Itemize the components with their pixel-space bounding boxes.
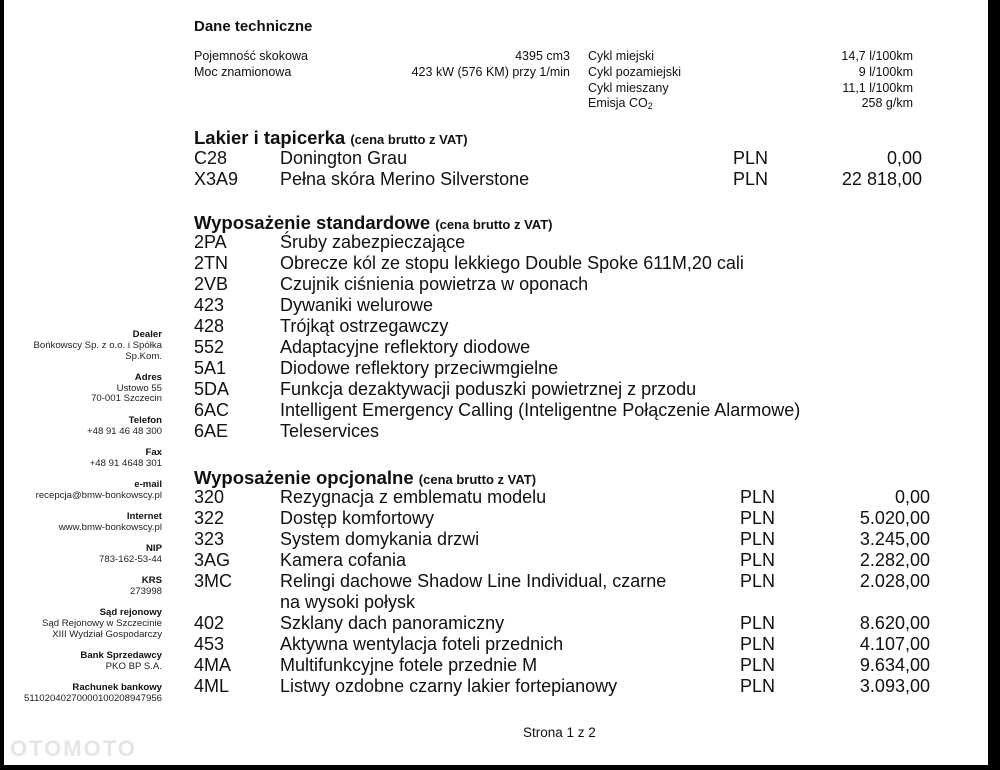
account-block bbox=[20, 683, 162, 705]
item-desc: Listwy ozdobne czarny lakier fortepianowy bbox=[280, 676, 618, 696]
item-code: 3MC bbox=[194, 571, 233, 591]
item-desc: Dywaniki welurowe bbox=[280, 295, 434, 315]
court-line: Sąd Rejonowy w Szczecinie bbox=[42, 618, 162, 630]
address-block bbox=[20, 373, 162, 405]
tech-label: Cykl pozamiejski bbox=[588, 64, 682, 79]
bank-label: Bank Sprzedawcy bbox=[80, 650, 162, 662]
list-item bbox=[194, 295, 814, 316]
item-code: C28 bbox=[194, 148, 228, 168]
phone-value: +48 91 46 48 300 bbox=[87, 425, 162, 437]
nip-block bbox=[20, 544, 162, 566]
nip-value: 783-162-53-44 bbox=[99, 553, 162, 565]
list-item bbox=[194, 316, 814, 337]
item-code: 320 bbox=[194, 487, 225, 507]
tech-title: Dane techniczne bbox=[194, 18, 313, 35]
item-code: 6AE bbox=[194, 421, 229, 441]
item-code: X3A9 bbox=[194, 169, 239, 189]
list-item bbox=[194, 253, 814, 274]
item-desc: Szklany dach panoramiczny bbox=[280, 613, 505, 633]
item-desc: System domykania drzwi bbox=[280, 529, 480, 549]
item-currency: PLN bbox=[740, 529, 776, 549]
dealer-value: Bońkowscy Sp. z o.o. i Spółka Sp.Kom. bbox=[33, 339, 162, 362]
scan-border-right bbox=[988, 0, 1000, 770]
list-item bbox=[194, 379, 814, 400]
item-desc: Relingi dachowe Shadow Line Individual, czarne na wysoki połysk bbox=[280, 571, 667, 612]
section-title-text: Lakier i tapicerka bbox=[194, 127, 346, 148]
list-item bbox=[194, 274, 814, 295]
item-desc: Kamera cofania bbox=[280, 550, 407, 570]
item-code: 428 bbox=[194, 316, 225, 336]
dealer-block bbox=[20, 330, 162, 362]
section-note: (cena brutto z VAT) bbox=[435, 217, 553, 232]
item-currency: PLN bbox=[740, 613, 776, 633]
tech-value: 9 l/100km bbox=[858, 64, 913, 79]
section-note: (cena brutto z VAT) bbox=[418, 472, 537, 487]
co2-subscript: 2 bbox=[647, 101, 653, 112]
section-title-text: Wyposażenie standardowe bbox=[194, 212, 431, 233]
tech-row bbox=[588, 81, 913, 97]
item-code: 2PA bbox=[194, 232, 227, 252]
email-value: recepcja@bmw-bonkowscy.pl bbox=[35, 489, 162, 501]
page-number: Strona 1 z 2 bbox=[523, 725, 596, 740]
item-price: 0,00 bbox=[886, 148, 922, 168]
item-code: 322 bbox=[194, 508, 225, 528]
court-line: XIII Wydział Gospodarczy bbox=[52, 628, 162, 640]
section-note: (cena brutto z VAT) bbox=[350, 132, 468, 147]
item-currency: PLN bbox=[740, 508, 776, 528]
item-code: 3AG bbox=[194, 550, 231, 570]
item-currency: PLN bbox=[740, 571, 776, 591]
tech-specs-left bbox=[194, 49, 570, 81]
court-label: Sąd rejonowy bbox=[99, 607, 162, 619]
address-line: 70-001 Szczecin bbox=[91, 393, 162, 405]
tech-row bbox=[194, 49, 570, 65]
item-desc: Obrecze kól ze stopu lekkiego Double Spoke 611M,20 cali bbox=[280, 253, 744, 273]
paint-section-title bbox=[194, 127, 468, 149]
fax-block bbox=[20, 448, 162, 470]
tech-value: 14,7 l/100km bbox=[841, 49, 913, 63]
item-price: 22 818,00 bbox=[841, 169, 922, 189]
item-currency: PLN bbox=[740, 676, 776, 696]
scan-border-bottom bbox=[0, 765, 1000, 770]
item-code: 2VB bbox=[194, 274, 229, 294]
tech-row bbox=[194, 65, 570, 81]
email-block bbox=[20, 480, 162, 502]
item-code: 552 bbox=[194, 337, 225, 357]
watermark: OTOMOTO bbox=[10, 736, 137, 761]
item-currency: PLN bbox=[733, 169, 769, 189]
item-code: 5DA bbox=[194, 379, 230, 399]
dealer-info bbox=[20, 330, 162, 715]
tech-row bbox=[588, 96, 913, 112]
tech-specs-right bbox=[588, 49, 913, 112]
item-desc: Adaptacyjne reflektory diodowe bbox=[280, 337, 531, 357]
item-price: 2.282,00 bbox=[859, 550, 930, 570]
item-price: 2.028,00 bbox=[859, 571, 930, 591]
item-code: 423 bbox=[194, 295, 225, 315]
bank-value: PKO BP S.A. bbox=[105, 661, 162, 673]
fax-value: +48 91 4648 301 bbox=[89, 457, 162, 469]
item-price: 4.107,00 bbox=[859, 634, 930, 654]
krs-value: 273998 bbox=[129, 586, 162, 598]
krs-label: KRS bbox=[141, 575, 162, 587]
internet-block bbox=[20, 512, 162, 534]
item-code: 453 bbox=[194, 634, 225, 654]
item-currency: PLN bbox=[740, 550, 776, 570]
item-desc: Dostęp komfortowy bbox=[280, 508, 435, 528]
scan-border-left bbox=[0, 0, 4, 770]
standard-list bbox=[194, 232, 814, 442]
item-price: 9.634,00 bbox=[859, 655, 930, 675]
email-label: e-mail bbox=[134, 478, 162, 490]
item-desc: Aktywna wentylacja foteli przednich bbox=[280, 634, 564, 654]
item-desc: Diodowe reflektory przeciwmgielne bbox=[280, 358, 559, 378]
standard-section-title bbox=[194, 212, 553, 234]
phone-label: Telefon bbox=[128, 414, 162, 426]
dealer-label: Dealer bbox=[132, 329, 162, 340]
item-code: 5A1 bbox=[194, 358, 227, 378]
item-desc: Rezygnacja z emblematu modelu bbox=[280, 487, 547, 507]
item-currency: PLN bbox=[740, 634, 776, 654]
tech-value: 423 kW (576 KM) przy 1/min bbox=[411, 64, 570, 79]
address-label: Adres bbox=[134, 371, 162, 383]
tech-row bbox=[588, 65, 913, 81]
item-price: 3.245,00 bbox=[859, 529, 930, 549]
fax-label: Fax bbox=[145, 446, 162, 458]
item-price: 0,00 bbox=[894, 487, 930, 507]
section-title-text: Wyposażenie opcjonalne bbox=[194, 467, 414, 488]
optional-section-title bbox=[194, 467, 536, 489]
tech-label: Cykl miejski bbox=[588, 49, 654, 63]
tech-row bbox=[588, 49, 913, 65]
item-price: 8.620,00 bbox=[859, 613, 930, 633]
item-currency: PLN bbox=[740, 487, 776, 507]
item-desc: Śruby zabezpieczające bbox=[280, 232, 466, 252]
item-price: 5.020,00 bbox=[859, 508, 930, 528]
item-code: 402 bbox=[194, 613, 225, 633]
address-line: Ustowo 55 bbox=[116, 382, 162, 394]
item-desc: Multifunkcyjne fotele przednie M bbox=[280, 655, 538, 675]
list-item bbox=[194, 421, 814, 442]
tech-value: 258 g/km bbox=[861, 96, 913, 111]
item-currency: PLN bbox=[733, 148, 769, 168]
list-item bbox=[194, 232, 814, 253]
item-price: 3.093,00 bbox=[859, 676, 930, 696]
item-desc: Czujnik ciśnienia powietrza w oponach bbox=[280, 274, 589, 294]
account-value: 51102040270000100208947956 bbox=[23, 693, 162, 705]
item-desc: Pełna skóra Merino Silverstone bbox=[280, 169, 530, 189]
internet-label: Internet bbox=[126, 511, 162, 523]
item-code: 4ML bbox=[194, 676, 230, 696]
tech-label: Pojemność skokowa bbox=[194, 49, 308, 63]
item-desc: Intelligent Emergency Calling (Inteligentne Połączenie Alarmowe) bbox=[280, 400, 801, 420]
item-desc: Funkcja dezaktywacji poduszki powietrznej z przodu bbox=[280, 379, 697, 399]
tech-label: Moc znamionowa bbox=[194, 64, 292, 79]
phone-block bbox=[20, 416, 162, 438]
bank-block bbox=[20, 651, 162, 673]
list-item bbox=[194, 337, 814, 358]
item-desc: Trójkąt ostrzegawczy bbox=[280, 316, 449, 336]
item-desc: Teleservices bbox=[280, 421, 380, 441]
list-item bbox=[194, 358, 814, 379]
item-code: 323 bbox=[194, 529, 225, 549]
internet-value: www.bmw-bonkowscy.pl bbox=[58, 521, 162, 533]
court-block bbox=[20, 608, 162, 640]
tech-label: Cykl mieszany bbox=[588, 80, 669, 95]
tech-value: 11,1 l/100km bbox=[842, 80, 913, 95]
tech-value: 4395 cm3 bbox=[515, 49, 570, 63]
item-code: 6AC bbox=[194, 400, 230, 420]
tech-label bbox=[588, 96, 653, 112]
item-currency: PLN bbox=[740, 655, 776, 675]
krs-block bbox=[20, 576, 162, 598]
item-code: 2TN bbox=[194, 253, 229, 273]
nip-label: NIP bbox=[146, 543, 162, 555]
item-code: 4MA bbox=[194, 655, 232, 675]
list-item bbox=[194, 400, 814, 421]
co2-label: Emisja CO bbox=[588, 96, 648, 111]
item-desc: Donington Grau bbox=[280, 148, 408, 168]
account-label: Rachunek bankowy bbox=[72, 682, 162, 694]
